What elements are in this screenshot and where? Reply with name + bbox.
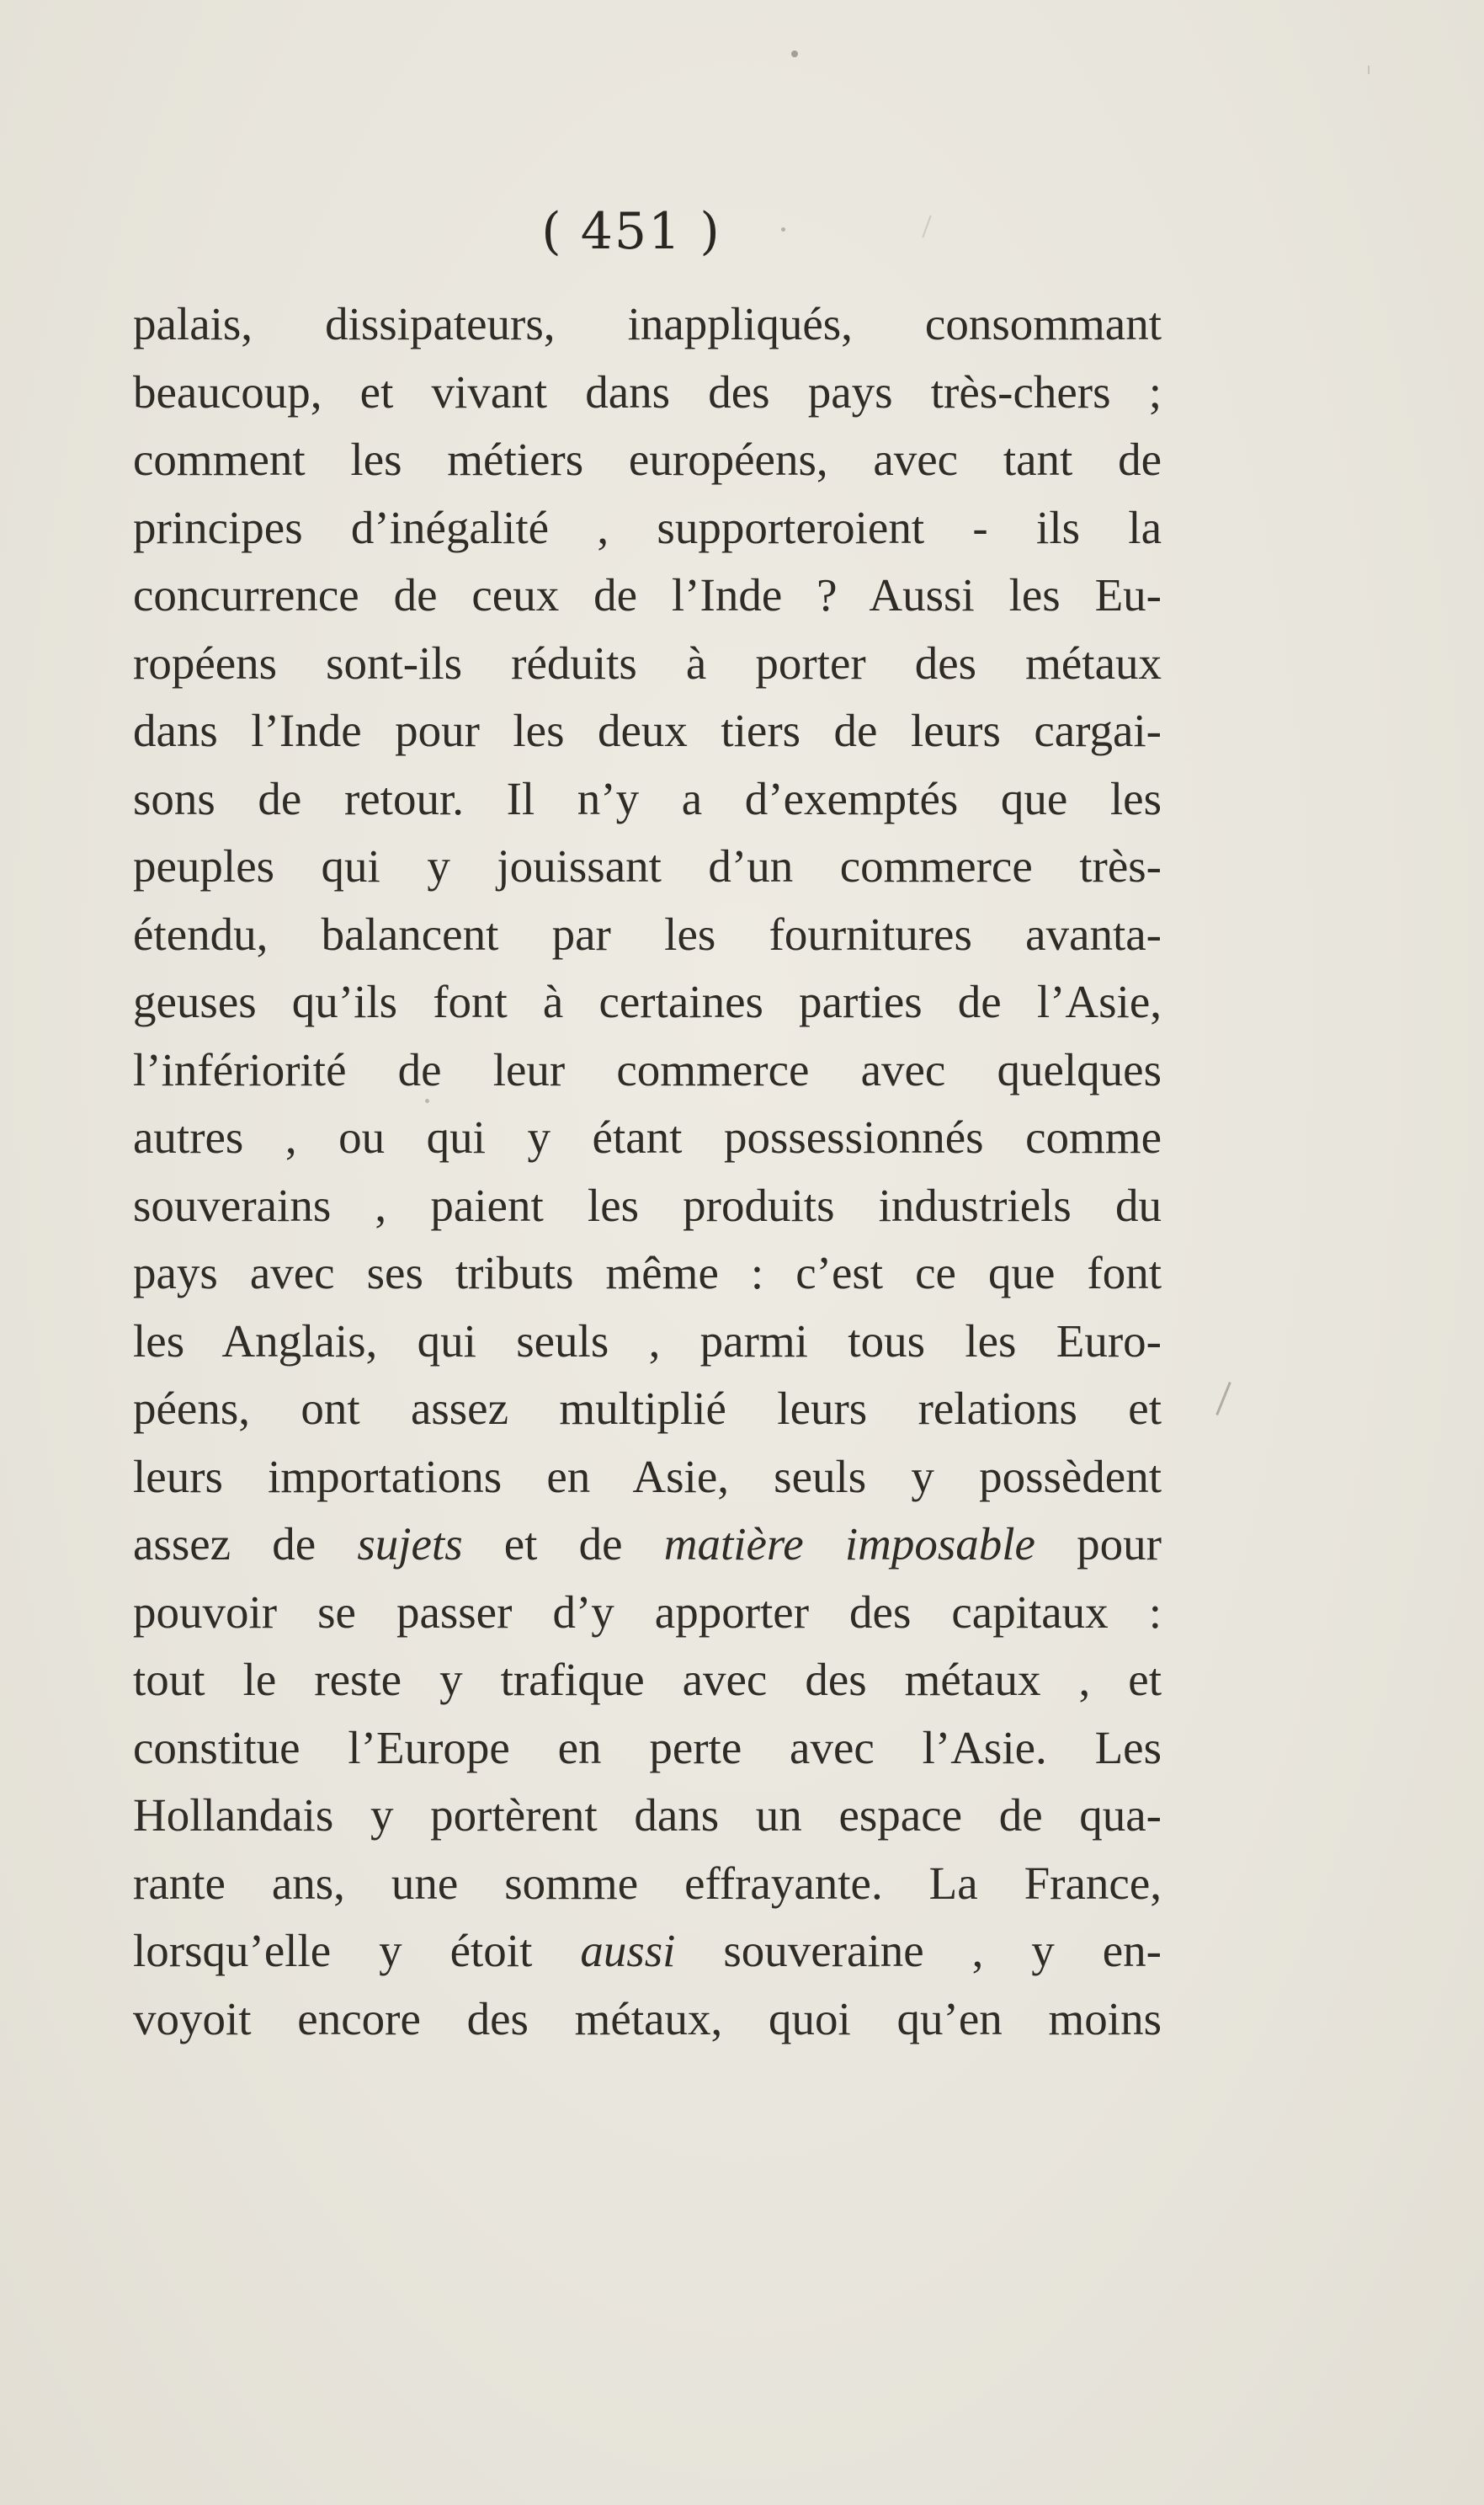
text-line: constitue l’Europe en perte avec l’Asie. Les: [133, 1721, 1162, 1773]
text-line: concurrence de ceux de l’Inde ? Aussi les Eu-: [133, 569, 1162, 621]
paper-speck: [425, 1099, 429, 1103]
italic-phrase: sujets: [357, 1518, 463, 1570]
text-line: les Anglais, qui seuls , parmi tous les Euro-: [133, 1314, 1162, 1367]
text-line: peuples qui y jouissant d’un commerce très-: [133, 840, 1162, 892]
text-line: pouvoir se passer d’y apporter des capitaux :: [133, 1586, 1162, 1638]
italic-phrase: aussi: [580, 1925, 676, 1976]
text-line: ropéens sont-ils réduits à porter des métaux: [133, 637, 1162, 689]
text-line: principes d’inégalité , supporteroient - ils la: [133, 501, 1162, 553]
text-line: rante ans, une somme effrayante. La France,: [133, 1857, 1162, 1909]
text-line: tout le reste y trafique avec des métaux , et: [133, 1654, 1162, 1705]
paper-speck: [1368, 66, 1370, 74]
text-line: voyoit encore des métaux, quoi qu’en moins: [133, 1992, 1162, 2044]
text-line: comment les métiers européens, avec tant de: [133, 434, 1162, 485]
text-line: palais, dissipateurs, inappliqués, consommant: [133, 298, 1162, 349]
text-line: Hollandais y portèrent dans un espace de qua-: [133, 1789, 1162, 1841]
body-text: [133, 290, 1162, 2053]
text-line: autres , ou qui y étant possessionnés comme: [133, 1111, 1162, 1163]
text-line: beaucoup, et vivant dans des pays très-chers ;: [133, 365, 1162, 418]
text-line: sons de retour. Il n’y a d’exemptés que les: [133, 772, 1162, 824]
paper-speck: [781, 227, 785, 232]
text-line: lorsqu’elle y étoit aussi souveraine , y en-: [133, 1925, 1162, 1976]
text-line: dans l’Inde pour les deux tiers de leurs cargai-: [133, 705, 1162, 756]
text-line: geuses qu’ils font à certaines parties de l’Asie,: [133, 976, 1162, 1027]
text-line: péens, ont assez multiplié leurs relations et: [133, 1383, 1162, 1434]
page-number: ( 451 ): [541, 202, 721, 261]
text-line: souverains , paient les produits industriels du: [133, 1179, 1162, 1231]
italic-phrase: matière imposable: [663, 1518, 1035, 1570]
text-line: leurs importations en Asie, seuls y possèdent: [133, 1450, 1162, 1502]
paper-speck: [791, 51, 798, 57]
text-line: l’infériorité de leur commerce avec quelques: [133, 1043, 1162, 1095]
text-line: pays avec ses tributs même : c’est ce que font: [133, 1247, 1162, 1298]
paper-speck: [1215, 1382, 1231, 1415]
text-line: étendu, balancent par les fournitures avanta-: [133, 908, 1162, 960]
text-line: assez de sujets et de matière imposable pour: [133, 1518, 1162, 1570]
